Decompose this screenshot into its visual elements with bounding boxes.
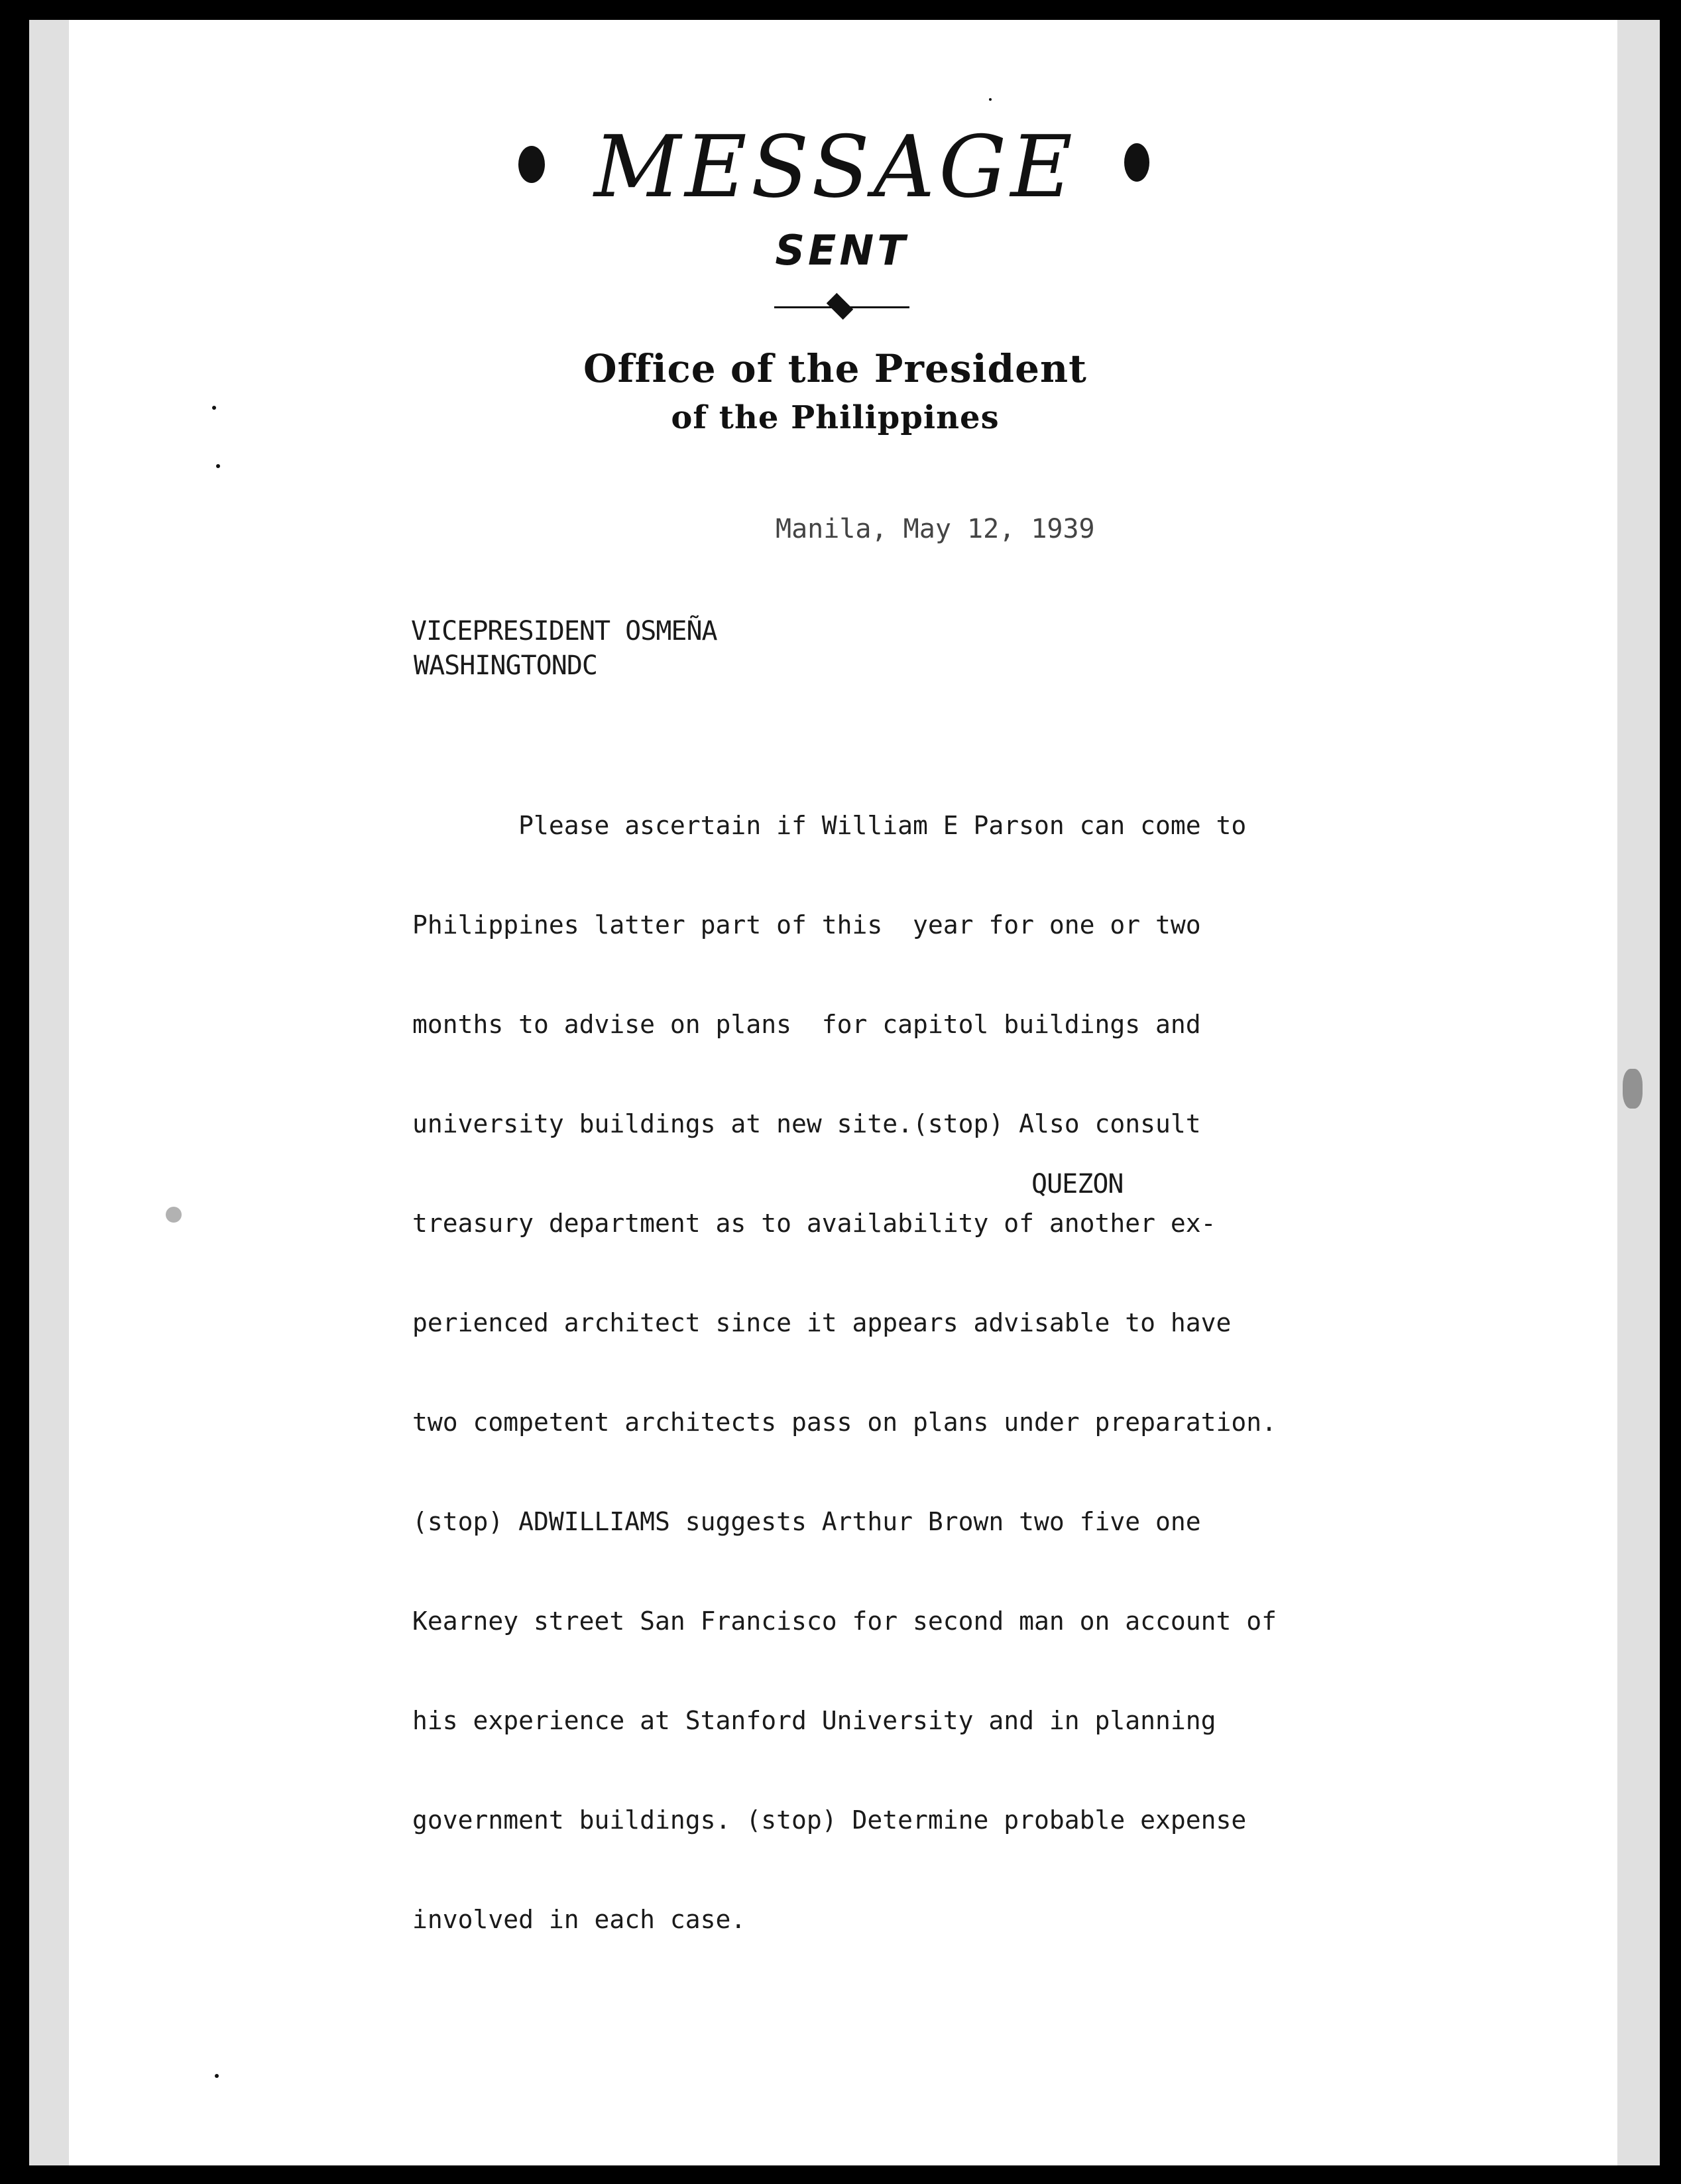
body-line: Philippines latter part of this year for one or two (412, 910, 1201, 940)
body-line: treasury department as to availability of another ex- (412, 1209, 1216, 1238)
scan-smudge (1623, 1069, 1643, 1109)
body-line: Kearney street San Francisco for second man on account of (412, 1607, 1277, 1636)
body-line: university buildings at new site.(stop) Also consult (412, 1109, 1201, 1138)
scan-edge-shadow-left (29, 20, 69, 2165)
signature: QUEZON (1031, 1169, 1124, 1199)
scan-speck (212, 406, 216, 410)
scan-speck (216, 464, 220, 468)
body-line: (stop) ADWILLIAMS suggests Arthur Brown two five one (412, 1507, 1201, 1536)
scan-smudge (166, 1207, 182, 1223)
office-heading: Office of the President (583, 346, 1087, 391)
body-line: perienced architect since it appears advisable to have (412, 1308, 1232, 1337)
body-line: involved in each case. (412, 1905, 746, 1934)
message-title: MESSAGE (594, 118, 1076, 217)
addressee-location: WASHINGTONDC (414, 650, 597, 681)
body-line: two competent architects pass on plans under preparation. (412, 1408, 1277, 1437)
body-line: months to advise on plans for capitol buildings and (412, 1010, 1201, 1039)
body-line: government buildings. (stop) Determine probable expense (412, 1805, 1247, 1835)
sent-label: SENT (775, 226, 909, 274)
scan-speck (215, 2074, 219, 2078)
message-body (412, 743, 1373, 1969)
scan-speck (989, 98, 992, 101)
dateline: Manila, May 12, 1939 (776, 514, 1095, 544)
body-line: his experience at Stanford University and in planning (412, 1706, 1216, 1735)
body-line: Please ascertain if William E Parson can come to (412, 811, 1247, 840)
office-subheading: of the Philippines (671, 399, 1000, 436)
addressee-name: VICEPRESIDENT OSMEÑA (411, 616, 717, 646)
